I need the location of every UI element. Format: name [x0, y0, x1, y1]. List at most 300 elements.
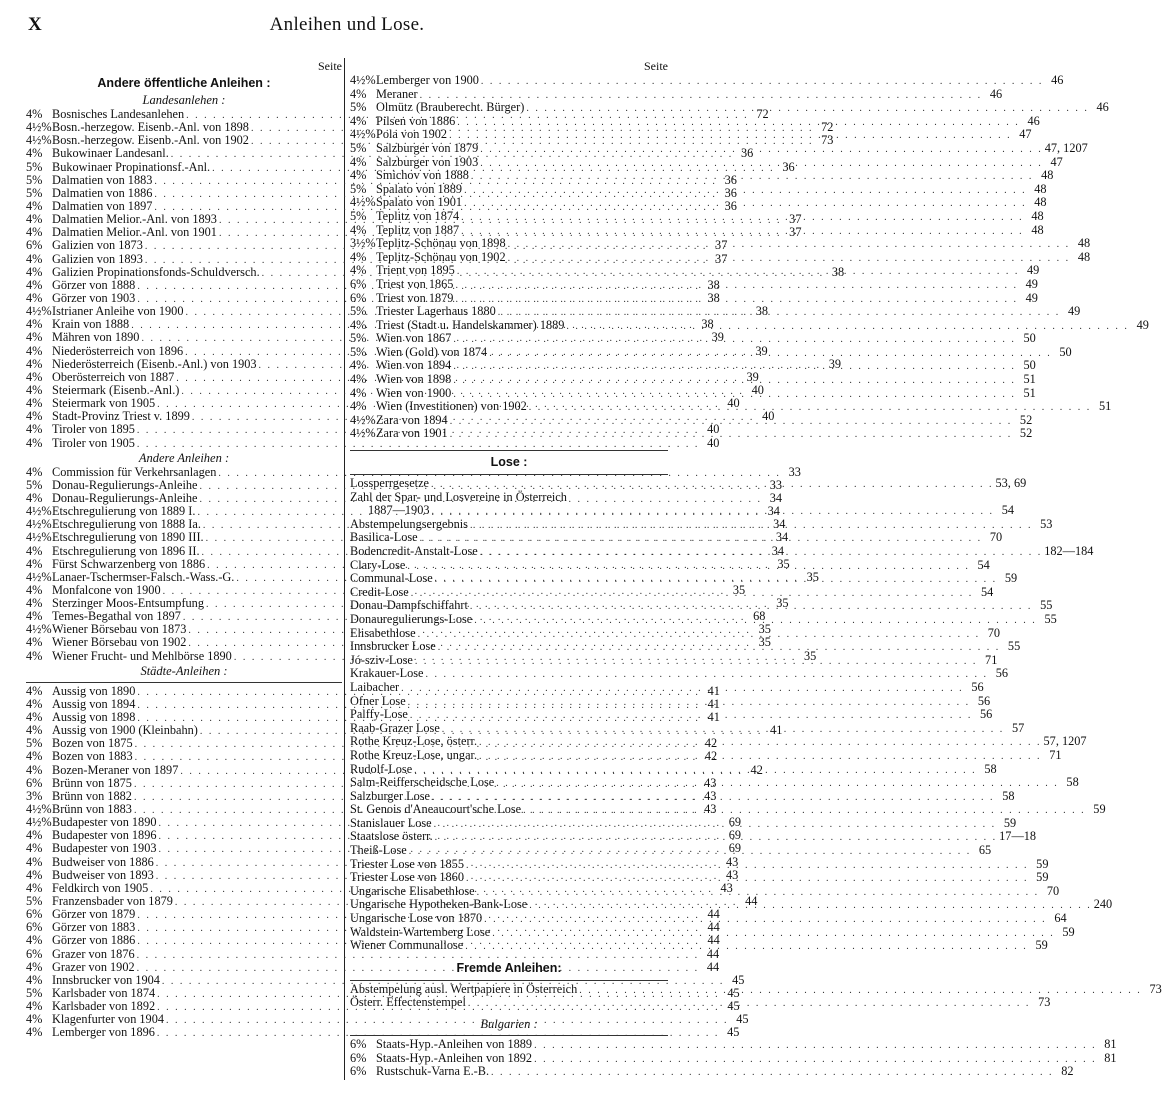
dot-leader — [435, 569, 998, 587]
interest-rate: 6% — [350, 1037, 367, 1051]
interest-rate: 6% — [26, 907, 43, 922]
entry-label: Aussig von 1898 — [52, 710, 136, 725]
page-reference: 71 — [1049, 747, 1062, 762]
dot-leader — [579, 984, 1142, 998]
interest-rate: 4% — [350, 399, 367, 414]
index-entry — [350, 1050, 1117, 1066]
page-reference: 56 — [977, 693, 991, 708]
page-reference: 38 — [707, 277, 720, 292]
page-reference: 41 — [707, 696, 720, 711]
dot-leader — [435, 828, 998, 845]
interest-rate: 5% — [350, 331, 367, 346]
subsection-heading: Bulgarien : — [480, 1017, 538, 1031]
entry-label: Wien von 1900 — [376, 385, 452, 400]
entry-label: Salm-Reifferscheidsche Lose — [350, 775, 495, 790]
interest-rate: 4% — [350, 154, 367, 169]
entry-label: Wiener Communallose — [350, 938, 464, 953]
interest-rate: 4% — [350, 113, 367, 128]
entry-label: Galizien von 1893 — [52, 251, 143, 266]
page-reference: 72 — [821, 120, 834, 135]
entry-label: Franzensbader von 1879 — [52, 894, 173, 909]
page-reference: 45 — [732, 972, 745, 987]
entry-label: Bosn.-herzegow. Eisenb.-Anl. von 1902 — [52, 133, 249, 148]
page-reference: 38 — [831, 264, 845, 279]
interest-rate: 4½% — [26, 517, 52, 532]
entry-label: Staats-Hyp.-Anleihen von 1889 — [376, 1037, 533, 1051]
page-reference: 44 — [745, 894, 758, 909]
interest-rate: 4% — [26, 369, 43, 384]
page-reference: 36 — [782, 159, 795, 174]
dot-leader — [484, 913, 1047, 927]
page-reference: 42 — [704, 749, 718, 764]
interest-rate: 4% — [26, 696, 43, 711]
dot-leader — [461, 211, 1024, 225]
dot-leader — [464, 184, 1027, 198]
entry-label: Triest (Stadt u. Handelskammer) 1889 — [376, 317, 565, 332]
page-reference: 47 — [1019, 127, 1032, 142]
entry-label: Lossperrgesetze — [350, 476, 429, 491]
interest-rate: 4% — [26, 464, 43, 479]
dot-leader — [407, 556, 970, 574]
entry-label: Bosnisches Landesanlehen — [52, 107, 185, 121]
interest-rate: 4% — [26, 762, 43, 777]
page-reference: 48 — [1041, 168, 1054, 183]
dot-leader — [410, 709, 973, 723]
dot-leader — [489, 343, 1052, 361]
interest-rate: 4% — [26, 225, 43, 240]
page-reference: 50 — [1059, 344, 1072, 359]
page-reference: 40 — [727, 396, 740, 411]
entry-label: Wien (Investitionen) von 1902 — [376, 399, 527, 414]
entry-label: Budapester von 1896 — [52, 828, 157, 843]
dot-leader — [481, 75, 1044, 89]
interest-rate: 4½% — [26, 802, 52, 817]
page-reference: 59 — [1036, 870, 1049, 885]
entry-label: Feldkirch von 1905 — [52, 880, 149, 895]
entry-label: Bodencredit-Anstalt-Lose — [350, 544, 478, 558]
entry-label: Tiroler von 1895 — [52, 422, 135, 437]
entry-label: Bozen von 1875 — [52, 736, 133, 751]
page-reference: 43 — [704, 775, 717, 790]
interest-rate: 5% — [350, 344, 367, 359]
page-reference: 49 — [1067, 304, 1081, 319]
entry-label: Fürst Schwarzenberg von 1886 — [52, 556, 206, 571]
entry-label: Aussig von 1894 — [52, 696, 136, 711]
entry-label: Brünn von 1882 — [52, 788, 132, 803]
interest-rate: 4% — [26, 880, 43, 895]
dot-leader — [496, 777, 1059, 791]
page-reference: 55 — [1040, 598, 1053, 613]
page-reference: 69 — [728, 841, 742, 856]
page-reference: 34 — [771, 543, 785, 558]
section-heading: Fremde Anleihen: — [456, 960, 562, 975]
page-reference: 58 — [984, 761, 997, 776]
entry-label: Rothe Kreuz-Lose, österr. — [350, 734, 478, 749]
interest-rate: 5% — [26, 477, 43, 492]
interest-rate: 4% — [350, 86, 367, 101]
interest-rate: 4% — [26, 343, 43, 358]
dot-leader — [455, 279, 1018, 293]
interest-rate: 4% — [26, 1025, 43, 1040]
entry-label: Brünn von 1875 — [52, 775, 132, 790]
page-reference: 58 — [1002, 788, 1015, 803]
dot-leader — [411, 587, 974, 601]
interest-rate: 4% — [26, 435, 43, 450]
entry-label: Rustschuk-Varna E.-B. — [376, 1064, 490, 1079]
section-heading: Andere öffentliche Anleihen : — [97, 76, 271, 90]
page-reference: 54 — [977, 557, 990, 572]
entry-label: Grazer von 1876 — [52, 946, 135, 961]
dot-leader — [508, 252, 1071, 266]
page-reference: 51 — [1099, 399, 1112, 414]
subsection-heading: Landesanlehen : — [142, 93, 226, 107]
entry-label: Istrianer Anleihe von 1900 — [52, 304, 184, 319]
page-reference: 44 — [706, 946, 720, 961]
page-reference: 72 — [756, 107, 769, 121]
page-reference: 45 — [727, 999, 740, 1014]
dot-leader — [457, 116, 1020, 130]
interest-rate: 6% — [350, 290, 367, 305]
page-reference: 59 — [1003, 815, 1017, 830]
index-entry — [350, 1064, 1074, 1079]
page-reference: 33 — [788, 464, 801, 479]
page-reference: 81 — [1104, 1050, 1117, 1065]
interest-rate: 4½% — [26, 530, 52, 545]
entry-label: Ungarische Hypotheken-Bank-Lose — [350, 897, 528, 912]
entry-label: Galizien Propinationsfonds-Schuldversch. — [52, 264, 260, 279]
interest-rate: 4% — [26, 582, 43, 597]
interest-rate: 5% — [26, 894, 43, 909]
dot-leader — [468, 997, 1031, 1014]
page-reference: 59 — [1062, 924, 1075, 939]
interest-rate: 5% — [350, 181, 367, 196]
entry-label: Rothe Kreuz-Lose, ungar. — [350, 747, 478, 762]
page-reference: 69 — [728, 828, 742, 843]
page-reference: 35 — [776, 596, 789, 611]
entry-label: Wiener Börsebau von 1902 — [52, 635, 187, 650]
page-reference: 52 — [1019, 426, 1033, 441]
index-entry — [26, 464, 801, 479]
entry-label: Teplitz-Schönau von 1902 — [376, 249, 506, 264]
entry-label: Salzburger Lose — [350, 788, 431, 803]
page-reference: 48 — [1034, 181, 1047, 196]
entry-label: Rudolf-Lose — [350, 761, 413, 776]
entry-label: Dalmatien Melior.-Anl. von 1901 — [52, 225, 217, 240]
interest-rate: 4% — [26, 609, 43, 624]
page-reference: 36 — [724, 172, 737, 187]
page-reference: 48 — [1031, 208, 1044, 223]
page-reference: 65 — [978, 843, 992, 858]
entry-label: Triest von 1879 — [376, 290, 454, 305]
dot-leader — [523, 804, 1086, 818]
entry-label: Aussig von 1890 — [52, 683, 136, 698]
page-reference: 45 — [727, 986, 740, 1000]
entry-label: Laibacher — [350, 679, 400, 694]
entry-label: Trient von 1895 — [376, 263, 455, 278]
page-reference: 57, 1207 — [1043, 734, 1087, 749]
entry-label: Staats-Hyp.-Anleihen von 1892 — [376, 1050, 533, 1065]
page-reference: 70 — [989, 530, 1003, 545]
entry-label: Teplitz von 1874 — [376, 208, 460, 223]
dot-leader — [498, 306, 1061, 320]
interest-rate: 4% — [26, 556, 43, 571]
dot-leader — [492, 927, 1055, 941]
page-reference: 43 — [704, 788, 717, 803]
page-reference: 46 — [1051, 73, 1064, 87]
entry-label: Görzer von 1886 — [52, 933, 136, 948]
interest-rate: 3½% — [350, 236, 376, 251]
entry-label: Dalmatien Melior.-Anl. von 1893 — [52, 212, 217, 227]
dot-leader — [526, 102, 1089, 116]
entry-label: Steiermark von 1905 — [52, 396, 156, 411]
dot-leader — [461, 225, 1024, 239]
page-reference: 73 — [1038, 995, 1051, 1010]
subsection-heading: Andere Anleihen : — [138, 450, 230, 465]
entry-label: Niederösterreich (Eisenb.-Anl.) von 1903 — [52, 356, 257, 371]
page-reference: 47 — [1050, 154, 1063, 169]
page-reference: 47, 1207 — [1044, 140, 1088, 155]
interest-rate: 4% — [350, 249, 367, 264]
entry-label: Sterzinger Moos-Entsumpfung — [52, 596, 204, 611]
interest-rate: 4% — [26, 212, 43, 227]
dot-leader — [455, 290, 1018, 307]
page-reference: 49 — [1025, 290, 1038, 305]
dot-leader — [470, 600, 1033, 614]
dot-leader — [470, 519, 1033, 533]
entry-label: Tiroler von 1905 — [52, 435, 135, 450]
page-reference: 59 — [1004, 571, 1018, 586]
entry-label: Triest von 1865 — [376, 276, 454, 291]
page-reference: 44 — [707, 920, 720, 935]
page-reference: 73 — [821, 133, 834, 148]
page-reference: 55 — [1007, 639, 1021, 654]
entry-label: Klagenfurter von 1904 — [52, 1012, 165, 1027]
entry-label: 1887—1903 — [368, 503, 430, 518]
interest-rate: 4% — [26, 841, 43, 856]
entry-label: Teplitz-Schönau von 1898 — [376, 236, 506, 251]
dot-leader — [453, 356, 1016, 374]
entry-label: Zara von 1901 — [376, 426, 448, 441]
page-reference: 71 — [985, 652, 998, 667]
entry-label: Wien (Gold) von 1874 — [376, 344, 488, 359]
entry-label: Österr. Effectenstempel — [350, 995, 466, 1010]
entry-label: Aussig von 1900 (Kleinbahn) — [52, 723, 198, 738]
dot-leader — [480, 143, 1043, 157]
interest-rate: 6% — [26, 238, 43, 253]
entry-label: Temes-Begathal von 1897 — [52, 609, 181, 624]
page-reference: 40 — [751, 382, 764, 397]
page-reference: 182—184 — [1044, 544, 1094, 558]
page-reference: 46 — [1096, 100, 1109, 115]
page-reference: 49 — [1027, 263, 1040, 278]
page-reference: 43 — [704, 802, 717, 817]
interest-rate: 5% — [26, 159, 43, 174]
page-reference: 17—18 — [999, 829, 1037, 844]
interest-rate: 4½% — [350, 195, 376, 210]
interest-rate: 4% — [26, 317, 43, 332]
seite-label: Seite — [644, 59, 668, 73]
interest-rate: 5% — [350, 208, 367, 223]
entry-label: Waldstein-Wartemberg Lose — [350, 924, 491, 939]
page-reference: 45 — [736, 1012, 749, 1027]
dot-leader — [442, 723, 1005, 737]
page-reference: 50 — [1023, 331, 1036, 346]
interest-rate: 5% — [350, 140, 367, 155]
subsection-heading: Städte-Anleihen : — [140, 663, 228, 678]
page-reference: 73 — [1149, 981, 1162, 996]
dot-leader — [438, 641, 1001, 655]
dot-leader — [457, 265, 1020, 279]
page-reference: 37 — [789, 212, 802, 227]
entry-label: Salzburger von 1903 — [376, 154, 479, 169]
page-reference: 55 — [1044, 611, 1057, 626]
entry-label: Triester Lose von 1860 — [350, 870, 464, 885]
dot-leader — [480, 157, 1043, 171]
entry-label: Mähren von 1890 — [52, 330, 140, 345]
page-number: X — [28, 14, 42, 35]
interest-rate: 5% — [350, 304, 367, 319]
page-reference: 37 — [789, 225, 802, 240]
entry-label: Spalato von 1901 — [376, 195, 463, 210]
entry-label: Galizien von 1873 — [52, 238, 143, 253]
page-reference: 40 — [762, 409, 775, 424]
interest-rate: 4% — [350, 372, 367, 387]
entry-label: Bukowinaer Propinationsf.-Anl. — [52, 159, 211, 174]
page-reference: 48 — [1077, 236, 1091, 251]
page-reference: 33 — [769, 477, 782, 492]
entry-label: Jó-sziv-Lose — [350, 652, 413, 667]
entry-label: Bosn.-herzegow. Eisenb.-Anl. von 1898 — [52, 120, 249, 135]
dot-leader — [434, 815, 997, 832]
page-reference: 43 — [720, 880, 733, 895]
interest-rate: 4% — [26, 1012, 43, 1027]
entry-label: Meraner — [376, 86, 418, 101]
interest-rate: 4% — [26, 999, 43, 1014]
page-reference: 81 — [1104, 1037, 1117, 1051]
page-reference: 46 — [1027, 113, 1040, 128]
entry-label: Budweiser von 1886 — [52, 854, 154, 869]
index-entry — [350, 666, 1008, 681]
page-reference: 240 — [1093, 897, 1113, 912]
index-entry — [26, 435, 720, 450]
entry-label: Budapester von 1890 — [52, 815, 157, 830]
page-reference: 43 — [725, 854, 739, 869]
index-entry — [26, 1025, 740, 1040]
page-reference: 68 — [753, 609, 766, 624]
entry-label: Pola von 1902 — [376, 127, 448, 142]
page-reference: 54 — [980, 584, 994, 599]
page-reference: 41 — [707, 683, 720, 698]
page-reference: 34 — [767, 504, 780, 519]
interest-rate: 6% — [26, 775, 43, 790]
entry-label: Clary-Lose — [350, 557, 406, 572]
page-reference: 35 — [758, 622, 771, 637]
page-reference: 34 — [773, 517, 786, 532]
page-reference: 49 — [1136, 317, 1149, 332]
page-reference: 34 — [769, 490, 782, 505]
entry-label: Theiß-Lose — [350, 843, 407, 858]
page-reference: 42 — [704, 736, 718, 751]
interest-rate: 4% — [26, 409, 43, 424]
entry-label: Ofner Lose — [350, 693, 406, 708]
entry-label: Communal-Lose — [350, 571, 433, 586]
interest-rate: 4% — [26, 710, 43, 725]
entry-label: Credit-Lose — [350, 584, 409, 599]
entry-label: Karlsbader von 1874 — [52, 986, 156, 1000]
interest-rate: 4½% — [350, 73, 376, 87]
entry-label: Staatslose österr. — [350, 829, 433, 844]
interest-rate: 4% — [26, 330, 43, 345]
interest-rate: 6% — [26, 946, 43, 961]
entry-label: Lanaer-Tschermser-Falsch.-Wass.-G. — [52, 569, 235, 584]
page-reference: 34 — [775, 530, 789, 545]
entry-label: Donau-Regulierungs-Anleihe — [52, 490, 198, 505]
dot-leader — [466, 872, 1029, 886]
entry-label: Teplitz von 1887 — [376, 222, 460, 237]
entry-label: Innsbrucker Lose — [350, 639, 436, 654]
entry-label: Etschregulierung von 1889 I. — [52, 504, 196, 519]
entry-label: Raab-Grazer Lose — [350, 720, 440, 735]
page-reference: 59 — [1036, 856, 1049, 871]
page-reference: 39 — [828, 356, 842, 371]
entry-label: Pilsen von 1886 — [376, 113, 456, 128]
dot-leader — [491, 1066, 1054, 1080]
interest-rate: 4½% — [26, 815, 52, 830]
dot-leader — [479, 736, 1042, 750]
dot-leader — [450, 415, 1013, 429]
entry-label: Wiener Börsebau von 1873 — [52, 622, 187, 637]
entry-label: Elisabethlose — [350, 625, 416, 640]
page-reference: 35 — [758, 635, 771, 650]
entry-label: Bozen von 1883 — [52, 749, 133, 764]
page-title: Anleihen und Lose. — [269, 14, 425, 35]
interest-rate: 4% — [26, 723, 43, 738]
page-reference: 53 — [1040, 516, 1053, 531]
entry-label: Bukowinaer Landesanl. — [52, 146, 169, 161]
page-reference: 39 — [746, 369, 759, 384]
interest-rate: 4½% — [26, 133, 52, 148]
page-reference: 48 — [1034, 195, 1047, 210]
entry-label: Krain von 1888 — [52, 317, 130, 332]
page-reference: 51 — [1023, 372, 1036, 387]
entry-label: Wien von 1898 — [376, 372, 452, 387]
interest-rate: 4% — [26, 251, 43, 266]
page-reference: 39 — [711, 330, 724, 345]
entry-label: Etschregulierung von 1888 Ia. — [52, 517, 201, 532]
page-reference: 38 — [755, 304, 768, 319]
interest-rate: 5% — [26, 986, 43, 1000]
entry-label: Bozen-Meraner von 1897 — [52, 762, 179, 777]
entry-label: Lemberger von 1896 — [52, 1025, 155, 1040]
page-reference: 44 — [707, 907, 720, 922]
page-reference: 37 — [715, 251, 728, 266]
entry-label: Stadt-Provinz Triest v. 1899 — [52, 409, 190, 424]
entry-label: Donau-Dampfschiffahrt — [350, 598, 468, 613]
dot-leader — [414, 764, 977, 778]
dot-leader — [474, 614, 1037, 628]
page-reference: 39 — [755, 343, 768, 358]
entry-label: Commission für Verkehrsanlagen — [52, 464, 217, 479]
interest-rate: 4% — [26, 490, 43, 505]
interest-rate: 4% — [26, 382, 43, 397]
interest-rate: 4½% — [26, 304, 52, 319]
dot-leader — [418, 628, 981, 642]
entry-label: Dalmatien von 1886 — [52, 185, 153, 200]
entry-label: Etschregulierung von 1896 II. — [52, 543, 200, 558]
page-reference: 53, 69 — [995, 476, 1027, 491]
interest-rate: 4% — [26, 596, 43, 611]
page-reference: 52 — [1019, 412, 1033, 427]
